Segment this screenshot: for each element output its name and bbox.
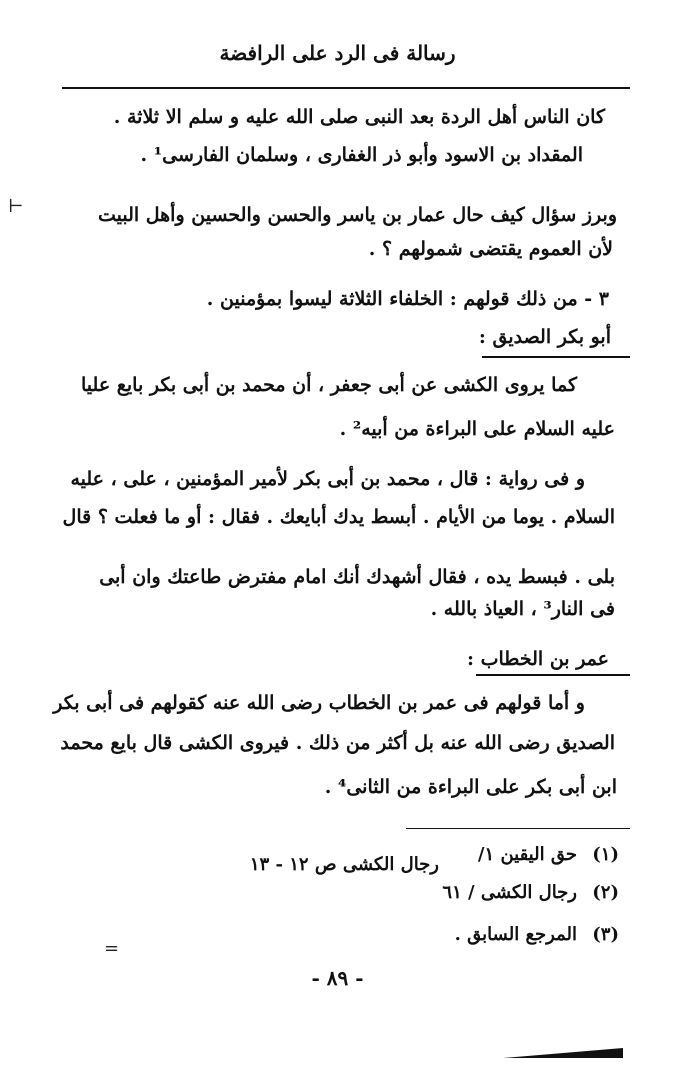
text-line: لأن العموم يقتضى شمولهم ؟ .	[368, 238, 613, 260]
text-line: وبرز سؤال كيف حال عمار بن ياسر والحسن والحسين وأهل البيت	[97, 204, 617, 226]
text-line: بلى . فبسط يده ، فقال أشهدك أنك امام مفترض طاعتك وان أبى	[99, 566, 615, 588]
text-line: الصديق رضى الله عنه بل أكثر من ذلك . فيروى الكشى قال بايع محمد	[60, 732, 615, 754]
margin-equals-mark: =	[104, 938, 120, 959]
text-line: المقداد بن الاسود وأبو ذر الغفارى ، وسلمان الفارسى¹ .	[140, 144, 583, 166]
footnote-text: حق اليقين ١/	[477, 844, 577, 865]
footnote-number: (٣)	[592, 924, 619, 945]
text-line: و فى رواية : قال ، محمد بن أبى بكر لأمير المؤمنين ، على ، عليه	[70, 468, 585, 490]
footnote-text: رجال الكشى ص ١٢ - ١٣	[249, 854, 439, 875]
section-title: عمر بن الخطاب :	[466, 648, 609, 670]
section-underline	[482, 356, 630, 358]
running-header: رسالة فى الرد على الرافضة	[219, 41, 456, 65]
header-rule	[62, 87, 630, 89]
text-line: و أما قولهم فى عمر بن الخطاب رضى الله عنه كقولهم فى أبى بكر	[53, 692, 585, 714]
section-underline	[476, 674, 630, 676]
text-line: كما يروى الكشى عن أبى جعفر ، أن محمد بن أبى بكر بايع عليا	[81, 374, 577, 396]
text-line: ابن أبى بكر على البراءة من الثانى⁴ .	[324, 776, 617, 798]
page-number: - ٨٩ -	[311, 966, 364, 990]
footnote-number: (١)	[592, 844, 619, 865]
text-line: فى النار³ ، العياذ بالله .	[430, 598, 615, 620]
footnote-number: (٢)	[592, 882, 619, 903]
margin-bracket-mark: ⊢	[8, 196, 24, 217]
text-line: كان الناس أهل الردة بعد النبى صلى الله عليه و سلم الا ثلاثة .	[113, 106, 605, 128]
section-title: أبو بكر الصديق :	[478, 326, 611, 348]
footnote-rule	[406, 828, 630, 829]
scan-edge-mark	[503, 1048, 623, 1058]
text-line: ٣ - من ذلك قولهم : الخلفاء الثلاثة ليسوا بمؤمنين .	[206, 288, 609, 310]
footnote-text: المرجع السابق .	[454, 924, 577, 945]
footnote-text: رجال الكشى / ٦١	[442, 882, 577, 903]
text-line: السلام . يوما من الأيام . أبسط يدك أبايعك . فقال : أو ما فعلت ؟ قال	[62, 506, 615, 528]
text-line: عليه السلام على البراءة من أبيه² .	[339, 418, 615, 440]
